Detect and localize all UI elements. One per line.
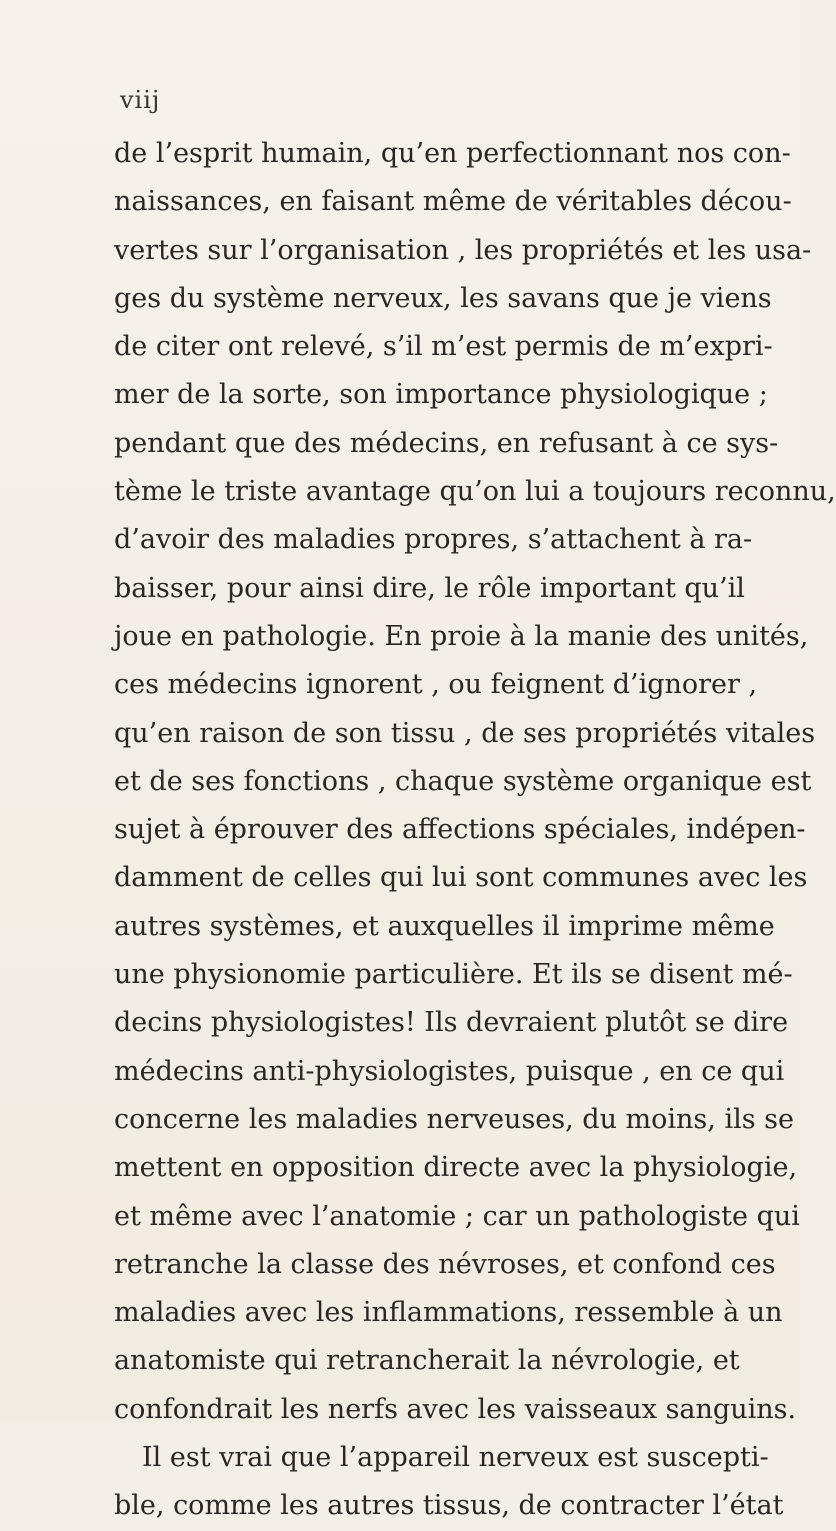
text-line: maladies avec les inflammations, ressemble à un (114, 1297, 783, 1329)
text-line: vertes sur l’organisation , les propriétés et les usa- (114, 234, 812, 266)
text-line: qu’en raison de son tissu , de ses propriétés vitales (114, 717, 816, 749)
text-line: ces médecins ignorent , ou feignent d’ignorer , (114, 669, 758, 701)
text-line: une physionomie particulière. Et ils se disent mé- (114, 959, 793, 991)
text-line-paragraph-start: Il est vrai que l’appareil nerveux est suscepti- (142, 1442, 769, 1474)
text-line: sujet à éprouver des affections spéciales, indépen- (114, 814, 806, 846)
text-line: de l’esprit humain, qu’en perfectionnant nos con- (114, 138, 791, 169)
text-line: mer de la sorte, son importance physiologique ; (114, 379, 768, 411)
text-line: confondrait les nerfs avec les vaisseaux sanguins. (114, 1393, 797, 1425)
page-number: viij (120, 86, 161, 114)
text-line: ble, comme les autres tissus, de contracter l’état (114, 1490, 784, 1522)
text-line: damment de celles qui lui sont communes avec les (114, 862, 808, 894)
text-line: joue en pathologie. En proie à la manie des unités, (114, 620, 809, 652)
text-line: d’avoir des maladies propres, s’attachent à ra- (114, 524, 753, 556)
text-line: médecins anti-physiologistes, puisque , en ce qui (114, 1055, 785, 1087)
text-line: tème le triste avantage qu’on lui a toujours reconnu, (114, 476, 836, 508)
text-line: de citer ont relevé, s’il m’est permis de m’expri- (114, 331, 773, 363)
text-line: anatomiste qui retrancherait la névrologie, et (114, 1345, 740, 1377)
text-line: ges du système nerveux, les savans que je viens (114, 282, 772, 314)
text-line: pendant que des médecins, en refusant à ce sys- (114, 427, 779, 459)
body-text (114, 130, 836, 1531)
text-line: baisser, pour ainsi dire, le rôle important qu’il (114, 572, 745, 604)
text-line: et de ses fonctions , chaque système organique est (114, 765, 812, 797)
text-line: naissances, en faisant même de véritables décou- (114, 186, 792, 218)
text-line: decins physiologistes! Ils devraient plutôt se dire (114, 1007, 789, 1039)
text-line: mettent en opposition directe avec la physiologie, (114, 1152, 798, 1184)
text-line: et même avec l’anatomie ; car un pathologiste qui (114, 1200, 800, 1232)
text-line: autres systèmes, et auxquelles il imprime même (114, 910, 775, 942)
text-line: concerne les maladies nerveuses, du moins, ils se (114, 1103, 794, 1135)
text-line: retranche la classe des névroses, et confond ces (114, 1248, 776, 1280)
